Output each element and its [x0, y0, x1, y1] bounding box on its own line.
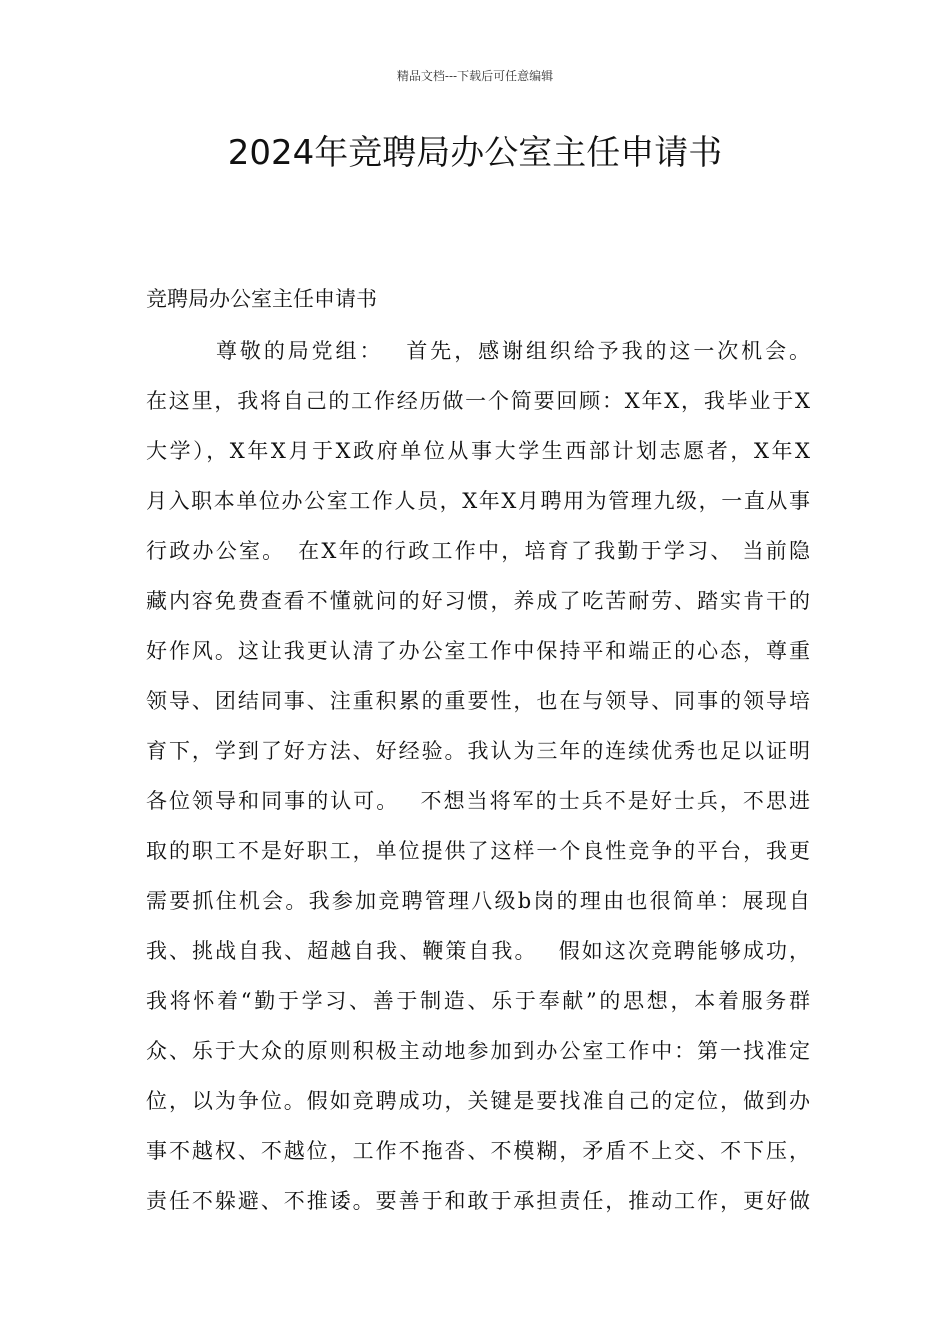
body-line: 藏内容免费查看不懂就问的好习惯，养成了吃苦耐劳、踏实肯干的 — [146, 589, 810, 613]
body-line: 尊敬的局党组： 首先，感谢组织给予我的这一次机会。 — [216, 339, 810, 363]
body-line: 大学），X年X月于X政府单位从事大学生西部计划志愿者，X年X — [146, 439, 810, 463]
body-line: 需要抓住机会。我参加竞聘管理八级b岗的理由也很简单：展现自 — [146, 889, 810, 913]
body-line: 位，以为争位。假如竞聘成功，关键是要找准自己的定位，做到办 — [146, 1089, 810, 1113]
document-title: 2024年竞聘局办公室主任申请书 — [227, 133, 723, 173]
body-line: 行政办公室。 在X年的行政工作中，培育了我勤于学习、 当前隐 — [146, 539, 810, 563]
body-line: 各位领导和同事的认可。 不想当将军的士兵不是好士兵，不思进 — [146, 789, 810, 813]
document-body — [146, 333, 810, 1233]
body-line: 月入职本单位办公室工作人员，X年X月聘用为管理九级，一直从事 — [146, 489, 810, 513]
body-line: 好作风。这让我更认清了办公室工作中保持平和端正的心态，尊重 — [146, 639, 810, 663]
body-line: 在这里，我将自己的工作经历做一个简要回顾：X年X，我毕业于X — [146, 389, 810, 413]
body-line: 领导、团结同事、注重积累的重要性，也在与领导、同事的领导培 — [146, 689, 810, 713]
body-line: 育下，学到了好方法、好经验。我认为三年的连续优秀也足以证明 — [146, 739, 810, 763]
body-line: 我将怀着“勤于学习、善于制造、乐于奉献”的思想，本着服务群 — [146, 989, 810, 1013]
body-line: 我、挑战自我、超越自我、鞭策自我。 假如这次竞聘能够成功， — [146, 939, 810, 963]
header-note: 精品文档---下载后可任意编辑 — [396, 69, 554, 83]
body-line: 取的职工不是好职工，单位提供了这样一个良性竞争的平台，我更 — [146, 839, 810, 863]
body-line: 众、乐于大众的原则积极主动地参加到办公室工作中：第一找准定 — [146, 1039, 810, 1063]
body-line: 责任不躲避、不推诿。要善于和敢于承担责任，推动工作，更好做 — [146, 1189, 810, 1213]
body-line: 事不越权、不越位，工作不拖沓、不模糊，矛盾不上交、不下压， — [146, 1139, 810, 1163]
document-subtitle: 竞聘局办公室主任申请书 — [146, 287, 377, 311]
